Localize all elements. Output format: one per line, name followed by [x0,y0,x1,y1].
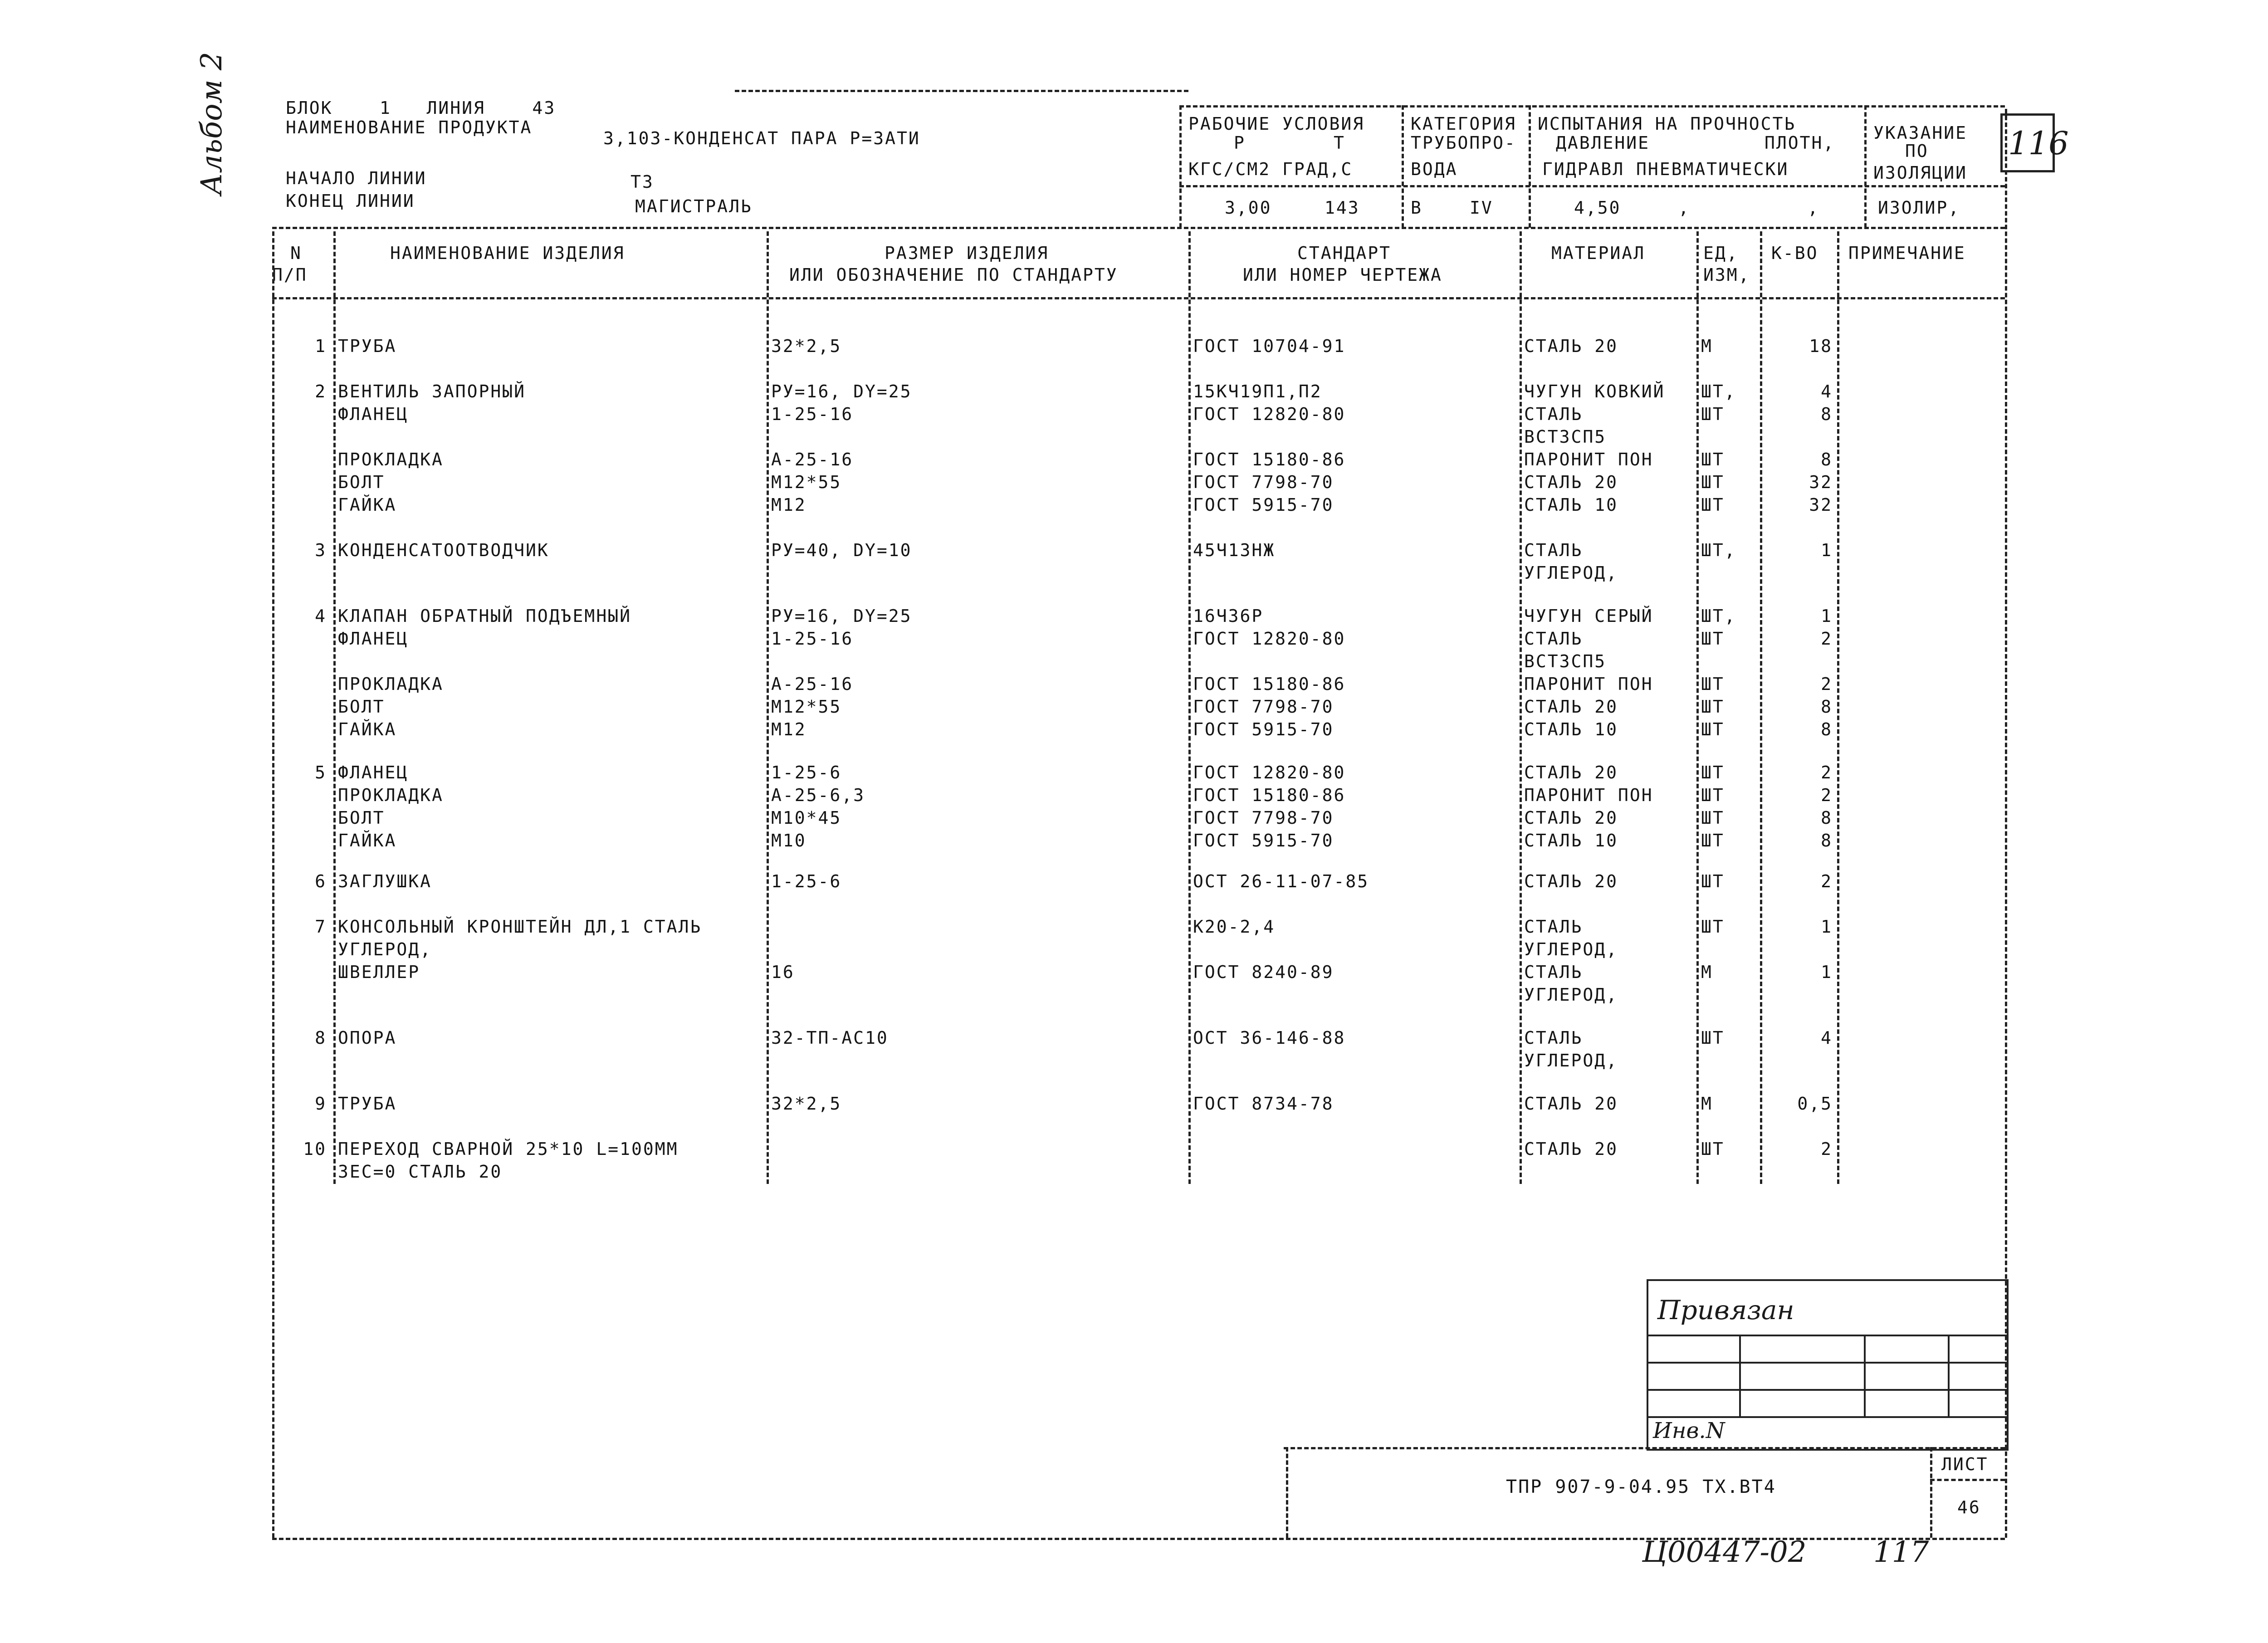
row-material: СТАЛЬ 10 [1524,495,1618,515]
row-name: ФЛАНЕЦ [338,763,409,782]
value-pneu: , [1678,198,1690,218]
col-sep-material [1696,231,1699,1184]
row-material: СТАЛЬ 20 [1524,1139,1618,1159]
stamp-inv-label: Инв.N [1653,1418,1725,1443]
col-sep-unit [1760,231,1762,1184]
doc-block-left-rule [1286,1447,1288,1538]
row-material: ВСТ3СП5 [1524,651,1607,671]
row-size: М12*55 [771,472,842,492]
row-material: СТАЛЬ 20 [1524,697,1618,717]
col-name: НАИМЕНОВАНИЕ ИЗДЕЛИЯ [390,243,625,263]
row-unit: ШТ [1701,629,1725,649]
row-size: 1-25-16 [771,404,854,424]
value-temperature: 143 [1325,198,1360,218]
row-quantity: 2 [1821,1139,1833,1159]
row-unit: ШТ [1701,831,1725,851]
row-standard: ГОСТ 5915-70 [1193,831,1334,851]
tests-density: ПЛОТН, [1765,133,1835,153]
row-size: М12 [771,495,807,515]
row-unit: ШТ [1701,404,1725,424]
row-quantity: 8 [1821,697,1833,717]
sheet-number: 46 [1957,1497,1981,1517]
row-standard: ГОСТ 10704-91 [1193,336,1346,356]
row-number: 9 [315,1094,327,1114]
value-category-2: IV [1470,198,1493,218]
row-material: ЧУГУН КОВКИЙ [1524,381,1665,401]
end-value: МАГИСТРАЛЬ [635,196,753,216]
row-quantity: 32 [1809,495,1833,515]
row-standard: ГОСТ 8240-89 [1193,962,1334,982]
row-standard: К20-2,4 [1193,917,1276,937]
row-material: СТАЛЬ 10 [1524,831,1618,851]
row-unit: ШТ [1701,719,1725,739]
work-units: КГС/СМ2 ГРАД,С [1188,159,1353,179]
bottom-page-number: 117 [1873,1535,1929,1569]
row-quantity: 1 [1821,606,1833,626]
row-quantity: 2 [1821,763,1833,782]
row-material: СТАЛЬ [1524,404,1583,424]
row-name: КОНДЕНСАТООТВОДЧИК [338,540,549,560]
insulation-title: УКАЗАНИЕ [1873,123,1968,143]
row-quantity: 8 [1821,808,1833,828]
sheet-label: ЛИСТ [1941,1454,1989,1474]
row-quantity: 1 [1821,962,1833,982]
start-value: Т3 [631,172,654,192]
row-number: 4 [315,606,327,626]
row-quantity: 4 [1821,381,1833,401]
row-size: 1-25-6 [771,871,842,891]
row-material: ПАРОНИТ ПОН [1524,450,1653,469]
value-density: , [1808,198,1819,218]
row-name: ПРОКЛАДКА [338,450,444,469]
col-num-2: П/П [272,265,308,285]
row-size: А-25-6,3 [771,785,865,805]
row-quantity: 2 [1821,674,1833,694]
row-number: 2 [315,381,327,401]
row-unit: ШТ, [1701,606,1736,626]
row-unit: ШТ [1701,785,1725,805]
row-number: 5 [315,763,327,782]
row-unit: ШТ [1701,1028,1725,1048]
row-standard: 15КЧ19П1,П2 [1193,381,1322,401]
row-size: 32-ТП-АС10 [771,1028,889,1048]
row-size: М10 [771,831,807,851]
row-size: М12 [771,719,807,739]
col-material: МАТЕРИАЛ [1551,243,1646,263]
row-number: 10 [303,1139,327,1159]
row-name: БОЛТ [338,697,385,717]
row-name: ПРОКЛАДКА [338,785,444,805]
insulation-sub1: ПО [1905,141,1929,161]
row-quantity: 1 [1821,917,1833,937]
header-cond-sep-3 [1864,105,1867,228]
row-unit: М [1701,962,1713,982]
row-name: ПРОКЛАДКА [338,674,444,694]
row-material: УГЛЕРОД, [1524,939,1618,959]
doc-block-sheet-mid [1930,1479,2005,1481]
row-unit: ШТ [1701,917,1725,937]
col-std-1: СТАНДАРТ [1297,243,1392,263]
row-size: А-25-16 [771,450,854,469]
value-hydro: 4,50 [1574,198,1621,218]
row-standard: ОСТ 36-146-88 [1193,1028,1346,1048]
row-material: СТАЛЬ 20 [1524,763,1618,782]
header-cond-sep-2 [1529,105,1531,228]
row-quantity: 2 [1821,871,1833,891]
row-name: ТРУБА [338,1094,397,1114]
row-number: 1 [315,336,327,356]
row-size: РУ=16, DY=25 [771,381,912,401]
row-unit: М [1701,1094,1713,1114]
row-size: 1-25-16 [771,629,854,649]
row-size: М10*45 [771,808,842,828]
stamp-vrule-2 [1864,1335,1866,1416]
row-material: СТАЛЬ [1524,1028,1583,1048]
row-material: ЧУГУН СЕРЫЙ [1524,606,1653,626]
row-material: СТАЛЬ [1524,962,1583,982]
col-sep-size [1188,231,1191,1184]
col-sep-qty [1837,231,1839,1184]
row-name: КОНСОЛЬНЫЙ КРОНШТЕЙН ДЛ,1 СТАЛЬ [338,917,702,937]
row-unit: ШТ [1701,808,1725,828]
row-standard: ОСТ 26-11-07-85 [1193,871,1369,891]
row-material: ПАРОНИТ ПОН [1524,785,1653,805]
value-category-1: В [1411,198,1422,218]
row-size: 32*2,5 [771,1094,842,1114]
header-cond-sep-1 [1402,105,1404,228]
row-material: СТАЛЬ [1524,917,1583,937]
doc-block-top-rule [1284,1447,2005,1449]
category-sub1: ТРУБОПРО- [1411,133,1516,153]
row-size: РУ=16, DY=25 [771,606,912,626]
row-standard: ГОСТ 7798-70 [1193,697,1334,717]
row-material: СТАЛЬ [1524,540,1583,560]
page-number-box [2000,113,2069,172]
row-standard: ГОСТ 12820-80 [1193,763,1346,782]
row-quantity: 1 [1821,540,1833,560]
doc-block-sheet-rule [1930,1447,1932,1538]
row-unit: ШТ [1701,763,1725,782]
stamp-rule-1 [1648,1335,2007,1336]
work-p-label: Р [1234,133,1246,153]
row-name: УГЛЕРОД, [338,939,432,959]
col-size-1: РАЗМЕР ИЗДЕЛИЯ [885,243,1049,263]
row-unit: ШТ [1701,1139,1725,1159]
row-standard: ГОСТ 5915-70 [1193,719,1334,739]
row-name: БОЛТ [338,472,385,492]
col-sep-num [333,231,336,1184]
row-name: ОПОРА [338,1028,397,1048]
row-quantity: 8 [1821,450,1833,469]
row-name: ГАЙКА [338,831,397,851]
row-unit: ШТ, [1701,381,1736,401]
row-name: ЗЕС=0 СТАЛЬ 20 [338,1162,503,1182]
row-material: СТАЛЬ [1524,629,1583,649]
row-quantity: 8 [1821,719,1833,739]
row-standard: ГОСТ 7798-70 [1193,808,1334,828]
row-name: ПЕРЕХОД СВАРНОЙ 25*10 L=100ММ [338,1139,679,1159]
row-material: СТАЛЬ 20 [1524,336,1618,356]
row-unit: ШТ [1701,674,1725,694]
row-material: ПАРОНИТ ПОН [1524,674,1653,694]
row-size: М12*55 [771,697,842,717]
col-qty: К-ВО [1771,243,1818,263]
row-quantity: 0,5 [1797,1094,1833,1114]
row-unit: М [1701,336,1713,356]
row-size: 16 [771,962,795,982]
col-unit-2: ИЗМ, [1703,265,1750,285]
album-label: Альбом 2 [195,52,229,195]
tests-title: ИСПЫТАНИЯ НА ПРОЧНОСТЬ [1538,114,1796,134]
row-size: 1-25-6 [771,763,842,782]
row-material: СТАЛЬ 20 [1524,1094,1618,1114]
row-standard: 16Ч36Р [1193,606,1264,626]
row-name: ШВЕЛЛЕР [338,962,420,982]
row-number: 8 [315,1028,327,1048]
row-name: ФЛАНЕЦ [338,629,409,649]
end-label: КОНЕЦ ЛИНИИ [286,191,415,211]
col-sep-name [767,231,769,1184]
row-standard: ГОСТ 15180-86 [1193,450,1346,469]
header-cond-top-rule [1179,105,2005,108]
row-unit: ШТ [1701,450,1725,469]
col-std-2: ИЛИ НОМЕР ЧЕРТЕЖА [1243,265,1442,285]
row-quantity: 18 [1809,336,1833,356]
tests-hydro-pneu: ГИДРАВЛ ПНЕВМАТИЧЕСКИ [1542,159,1789,179]
row-material: СТАЛЬ 20 [1524,808,1618,828]
row-material: УГЛЕРОД, [1524,985,1618,1005]
header-cond-left-rule [1179,105,1182,228]
product-label: НАИМЕНОВАНИЕ ПРОДУКТА [286,117,533,137]
row-name: ВЕНТИЛЬ ЗАПОРНЫЙ [338,381,526,401]
col-note: ПРИМЕЧАНИЕ [1848,243,1966,263]
row-material: СТАЛЬ 20 [1524,871,1618,891]
row-number: 6 [315,871,327,891]
stamp-vrule-3 [1948,1335,1950,1416]
doc-code: ТПР 907-9-04.95 ТХ.ВТ4 [1506,1477,1776,1497]
row-standard: ГОСТ 15180-86 [1193,674,1346,694]
row-quantity: 32 [1809,472,1833,492]
page-number-box-text: 116 [2008,125,2069,162]
row-size: РУ=40, DY=10 [771,540,912,560]
row-name: ЗАГЛУШКА [338,871,432,891]
row-material: СТАЛЬ 10 [1524,719,1618,739]
work-t-label: Т [1334,133,1345,153]
block-line: БЛОК 1 ЛИНИЯ 43 [286,98,556,118]
col-sep-left [272,231,274,1538]
row-name: ГАЙКА [338,495,397,515]
row-unit: ШТ [1701,472,1725,492]
row-number: 3 [315,540,327,560]
row-quantity: 2 [1821,629,1833,649]
row-name: БОЛТ [338,808,385,828]
row-name: КЛАПАН ОБРАТНЫЙ ПОДЪЕМНЫЙ [338,606,631,626]
stamp-block [1647,1279,2009,1451]
row-standard: 45Ч13НЖ [1193,540,1276,560]
row-standard: ГОСТ 12820-80 [1193,629,1346,649]
value-pressure: 3,00 [1225,198,1272,218]
row-material: ВСТ3СП5 [1524,427,1607,447]
value-insulation: ИЗОЛИР, [1878,198,1960,218]
header-top-rule [735,90,1188,92]
row-number: 7 [315,917,327,937]
row-material: СТАЛЬ 20 [1524,472,1618,492]
insulation-sub2: ИЗОЛЯЦИИ [1873,163,1968,183]
row-standard: ГОСТ 8734-78 [1193,1094,1334,1114]
row-unit: ШТ [1701,495,1725,515]
row-size: А-25-16 [771,674,854,694]
stamp-rule-2 [1648,1362,2007,1364]
row-name: ТРУБА [338,336,397,356]
bottom-code: Ц00447-02 [1642,1535,1807,1569]
stamp-rule-3 [1648,1389,2007,1391]
row-unit: ШТ [1701,871,1725,891]
row-unit: ШТ, [1701,540,1736,560]
start-label: НАЧАЛО ЛИНИИ [286,168,427,188]
row-standard: ГОСТ 7798-70 [1193,472,1334,492]
product-value: 3,103-КОНДЕНСАТ ПАРА Р=3АТИ [603,128,920,148]
col-size-2: ИЛИ ОБОЗНАЧЕНИЕ ПО СТАНДАРТУ [789,265,1118,285]
row-name: ГАЙКА [338,719,397,739]
col-sep-std [1520,231,1522,1184]
work-cond-title: РАБОЧИЕ УСЛОВИЯ [1188,114,1365,134]
row-quantity: 8 [1821,404,1833,424]
row-quantity: 4 [1821,1028,1833,1048]
header-cond-mid-rule [1179,185,2005,187]
category-title: КАТЕГОРИЯ [1411,114,1516,134]
row-name: ФЛАНЕЦ [338,404,409,424]
col-unit-1: ЕД, [1703,243,1739,263]
tests-pressure: ДАВЛЕНИЕ [1556,133,1650,153]
row-material: УГЛЕРОД, [1524,1051,1618,1071]
row-size: 32*2,5 [771,336,842,356]
stamp-bound-label: Привязан [1657,1295,1794,1325]
category-sub2: ВОДА [1411,159,1458,179]
row-standard: ГОСТ 5915-70 [1193,495,1334,515]
stamp-vrule-1 [1739,1335,1741,1416]
row-quantity: 2 [1821,785,1833,805]
row-unit: ШТ [1701,697,1725,717]
header-bottom-rule [272,227,2005,229]
row-standard: ГОСТ 12820-80 [1193,404,1346,424]
row-standard: ГОСТ 15180-86 [1193,785,1346,805]
columns-bottom-rule [272,297,2005,299]
row-quantity: 8 [1821,831,1833,851]
row-material: УГЛЕРОД, [1524,563,1618,583]
col-num: N [290,243,302,263]
